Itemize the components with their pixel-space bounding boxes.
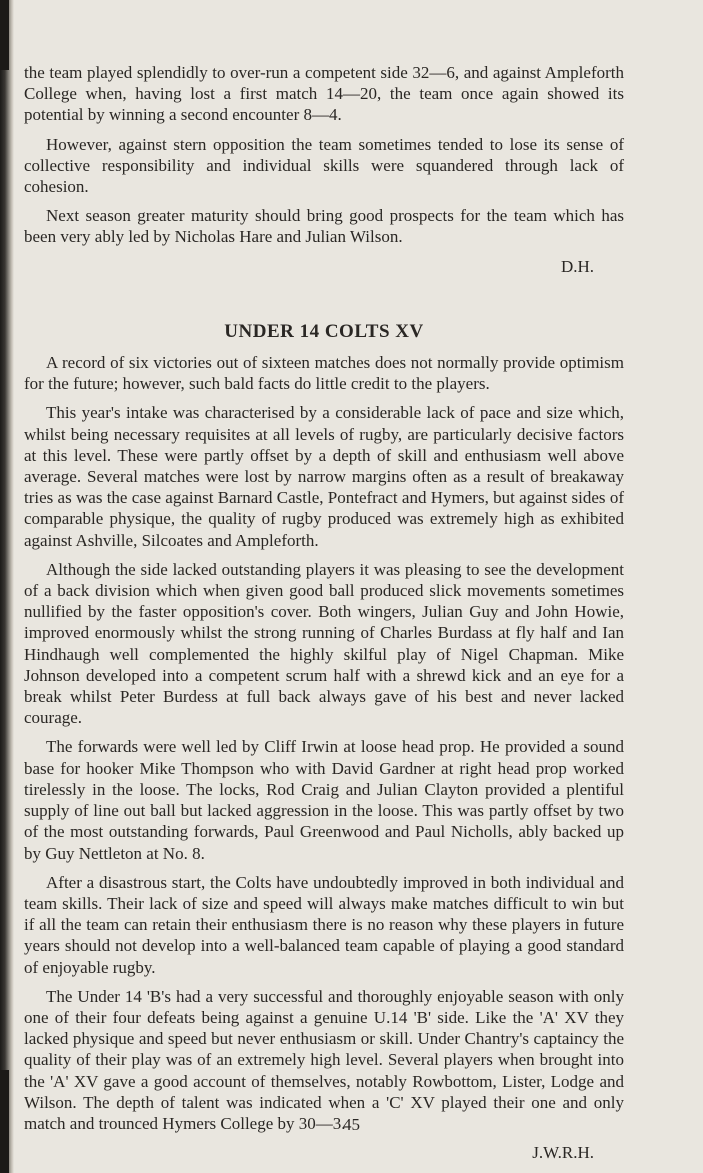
paragraph: The forwards were well led by Cliff Irwin at loose head prop. He provided a sound base for hooker Mike Thompson who with David Gardner at right head prop worked tirelessly in the loose. The locks, Rod Craig and Julian Clayton provided a plentiful supply of line out ball but lacked aggression in the loose. This was partly offset by two of the most outstanding forwards, Paul Greenwood and Paul Nicholls, ably backed up by Guy Nettleton at No. 8. bbox=[24, 737, 624, 863]
author-initials: J.W.R.H. bbox=[532, 1143, 594, 1163]
page-content bbox=[24, 62, 624, 1163]
paragraph: Although the side lacked outstanding players it was pleasing to see the development of a back division which when given good ball produced slick movements sometimes nullified by the faster opposition's cover. Both wingers, Julian Guy and John Howie, improved enormously whilst the strong running of Charles Burdass at fly half and Ian Hindhaugh well complemented the highly skilful play of Nigel Chapman. Mike Johnson developed into a competent scrum half with a shrewd kick and an eye for a break whilst Peter Burdess at full back always gave of his best and never lacked courage. bbox=[24, 559, 624, 728]
paragraph: Next season greater maturity should bring good prospects for the team which has been very ably led by Nicholas Hare and Julian Wilson. bbox=[24, 206, 624, 247]
section-under-14-colts bbox=[24, 321, 624, 1164]
section-heading: UNDER 14 COLTS XV bbox=[224, 320, 424, 342]
paragraph: A record of six victories out of sixteen matches does not normally provide optimism for the future; however, such bald facts do little credit to the players. bbox=[24, 353, 624, 394]
author-initials: D.H. bbox=[560, 256, 594, 276]
binding-shadow bbox=[0, 0, 9, 70]
binding-gutter bbox=[0, 0, 14, 1173]
page-number: 45 bbox=[343, 1115, 360, 1134]
section-previous-report bbox=[24, 62, 624, 277]
paragraph: However, against stern opposition the team sometimes tended to lose its sense of collective responsibility and individual skills were squandered through lack of cohesion. bbox=[24, 134, 624, 197]
paragraph: The Under 14 'B's had a very successful and thoroughly enjoyable season with only one of their four defeats being against a genuine U.14 'B' side. Like the 'A' XV they lacked physique and speed but never enthusiasm or skill. Under Chantry's captaincy the quality of their play was of an extremely high level. Several players when brought into the 'A' XV gave a good account of themselves, notably Rowbottom, Lister, Lodge and Wilson. The depth of talent was indicated when a 'C' XV played their one and only match and trounced Hymers College by 30—3. bbox=[24, 986, 624, 1133]
paragraph: This year's intake was characterised by a considerable lack of pace and size which, whilst being necessary requisites at all levels of rugby, are particularly decisive factors at this level. These were partly offset by a depth of skill and enthusiasm well above average. Several matches were lost by narrow margins often as a result of breakaway tries as was the case against Barnard Castle, Pontefract and Hymers, but against sides of comparable physique, the quality of rugby produced was extremely high as exhibited against Ashville, Silcoates and Ampleforth. bbox=[24, 403, 624, 550]
paragraph: After a disastrous start, the Colts have undoubtedly improved in both individual and team skills. Their lack of size and speed will always make matches difficult to win but if all the team can retain their enthusiasm there is no reason why these players in future years should not develop into a well-balanced team capable of playing a good standard of enjoyable rugby. bbox=[24, 872, 624, 977]
paragraph: the team played splendidly to over-run a competent side 32—6, and against Ampleforth College when, having lost a first match 14—20, the team once again showed its potential by winning a second encounter 8—4. bbox=[24, 63, 624, 125]
